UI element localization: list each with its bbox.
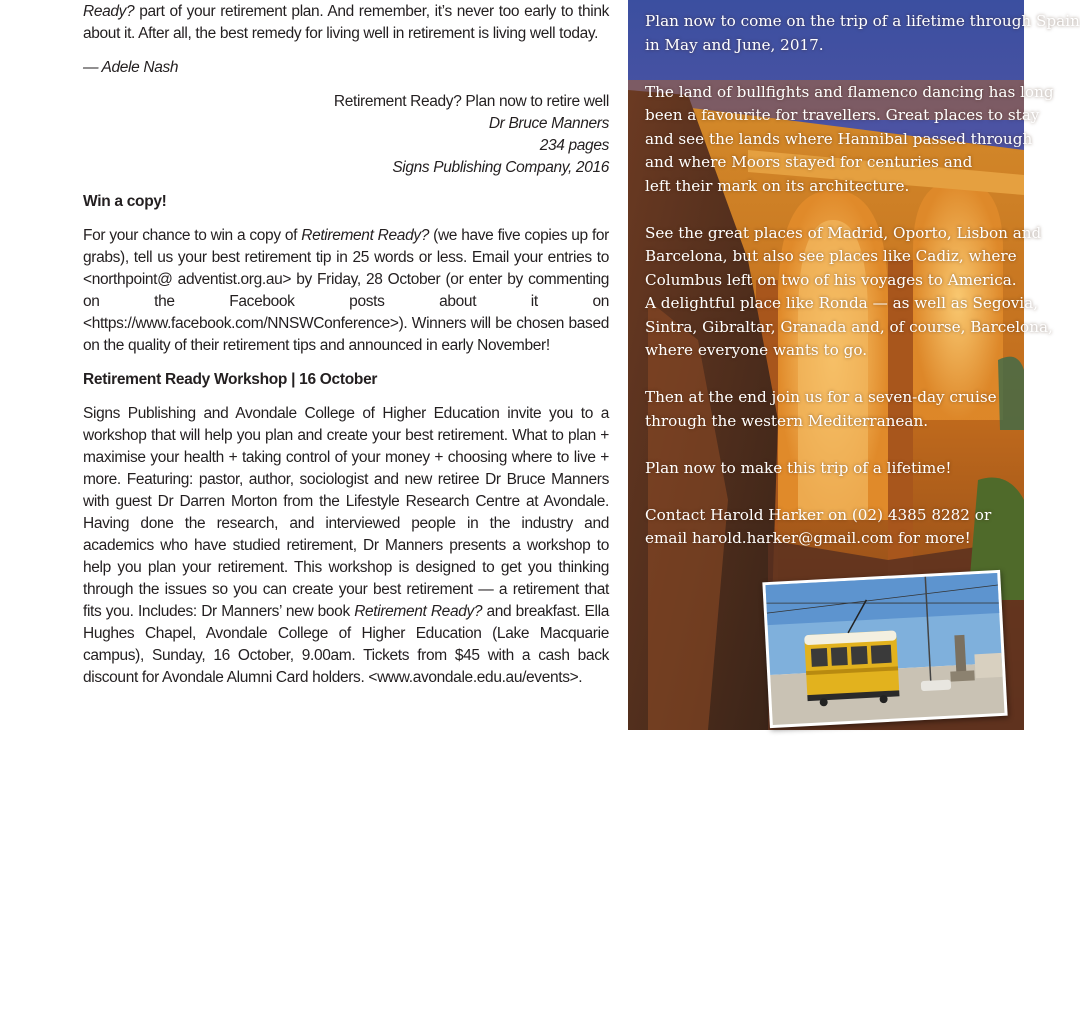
win-paragraph: [83, 225, 609, 357]
win-text-2: (we have five copies up for grabs), tell us your best retirement tip in 25 words or less. Email your entries to <northpoint@ adventist.org.au> by Friday, 28 October (or enter by commenting on the Facebook posts about it on <https://www.facebook.com/NNSWConference>). Winners will be chosen based on the quality of their retirement tips and announced in early November!: [83, 227, 609, 354]
promo-paragraph-2: [645, 81, 1065, 199]
win-book-title: Retirement Ready?: [301, 227, 430, 244]
article-column: [83, 0, 609, 689]
win-heading: Win a copy!: [83, 193, 167, 210]
promo-paragraph-4: [645, 386, 1065, 433]
promo-line: in May and June, 2017.: [645, 35, 824, 54]
workshop-book-title: Retirement Ready?: [354, 603, 483, 620]
promo-paragraph-1: [645, 10, 1080, 57]
workshop-paragraph: [83, 403, 609, 689]
promo-line: left their mark on its architecture.: [645, 176, 910, 195]
book-pages: 234 pages: [539, 137, 609, 154]
intro-text: part of your retirement plan. And remember, it’s never too early to think about it. After all, the best remedy for living well in retirement is living well today.: [83, 3, 609, 42]
book-title: Retirement Ready? Plan now to retire well: [333, 93, 609, 110]
promo-line: and see the lands where Hannibal passed through: [645, 129, 1033, 148]
promo-line: See the great places of Madrid, Oporto, Lisbon and: [645, 223, 1042, 242]
promo-line: been a favourite for travellers. Great places to stay: [645, 106, 1040, 124]
lisbon-tram-photo: [762, 570, 1007, 728]
promo-paragraph-6: [645, 504, 1065, 551]
promo-line: Columbus left on two of his voyages to America.: [645, 270, 1017, 289]
tram-image: [765, 573, 1004, 725]
workshop-heading: Retirement Ready Workshop | 16 October: [83, 371, 378, 388]
promo-line: email harold.harker@gmail.com for more!: [645, 529, 971, 547]
promo-line: The land of bullfights and flamenco dancing has long: [645, 82, 1054, 101]
intro-paragraph: [83, 0, 609, 45]
book-author: Dr Bruce Manners: [488, 115, 609, 132]
promo-line: Plan now to make this trip of a lifetime!: [645, 458, 952, 477]
workshop-text-1: Signs Publishing and Avondale College of Higher Education invite you to a workshop that will help you plan and create your best retirement. What to plan + maximise your health + taking control of your money + choosing where to live + more. Featuring: pastor, author, sociologist and new retiree Dr Bruce Manners with guest Dr Darren Morton from the Lifestyle Research Centre at Avondale. Having done the research, and interviewed people in the industry and academics who have studied retirement, Dr Manners presents a workshop to help you plan your retirement. This workshop is designed to get you thinking through the issues so you can create your best retirement — a retirement that fits you. Includes: Dr Manners’ new book: [83, 405, 609, 620]
promo-paragraph-5: [645, 457, 1065, 481]
promo-text: [645, 10, 1080, 574]
promo-line: and where Moors stayed for centuries and: [645, 153, 973, 171]
win-text-1: For your chance to win a copy of: [83, 227, 302, 244]
intro-book-title: Ready?: [83, 3, 135, 20]
promo-line: where everyone wants to go.: [645, 341, 868, 359]
workshop-text-2: and breakfast. Ella Hughes Chapel, Avondale College of Higher Education (Lake Macquarie campus), Sunday, 16 October, 9.00am. Tickets from $45 with a cash back discount for Avondale Alumni Card holders. <www.avondale.edu.au/events>.: [83, 603, 609, 686]
promo-line: through the western Mediterranean.: [645, 411, 929, 430]
promo-line: Sintra, Gibraltar, Granada and, of course, Barcelona,: [645, 317, 1053, 336]
promo-line: A delightful place like Ronda — as well as Segovia,: [645, 294, 1039, 312]
promo-paragraph-3: [645, 222, 1065, 363]
promo-line: Barcelona, but also see places like Cadiz, where: [645, 247, 1017, 265]
book-publisher: Signs Publishing Company, 2016: [392, 159, 609, 176]
promo-line: Contact Harold Harker on (02) 4385 8282 or: [645, 505, 992, 524]
promo-line: Plan now to come on the trip of a lifetime through Spain: [645, 12, 1080, 30]
book-details: [83, 91, 609, 179]
promo-line: Then at the end join us for a seven-day cruise: [645, 388, 997, 406]
author-signature: — Adele Nash: [83, 59, 179, 76]
